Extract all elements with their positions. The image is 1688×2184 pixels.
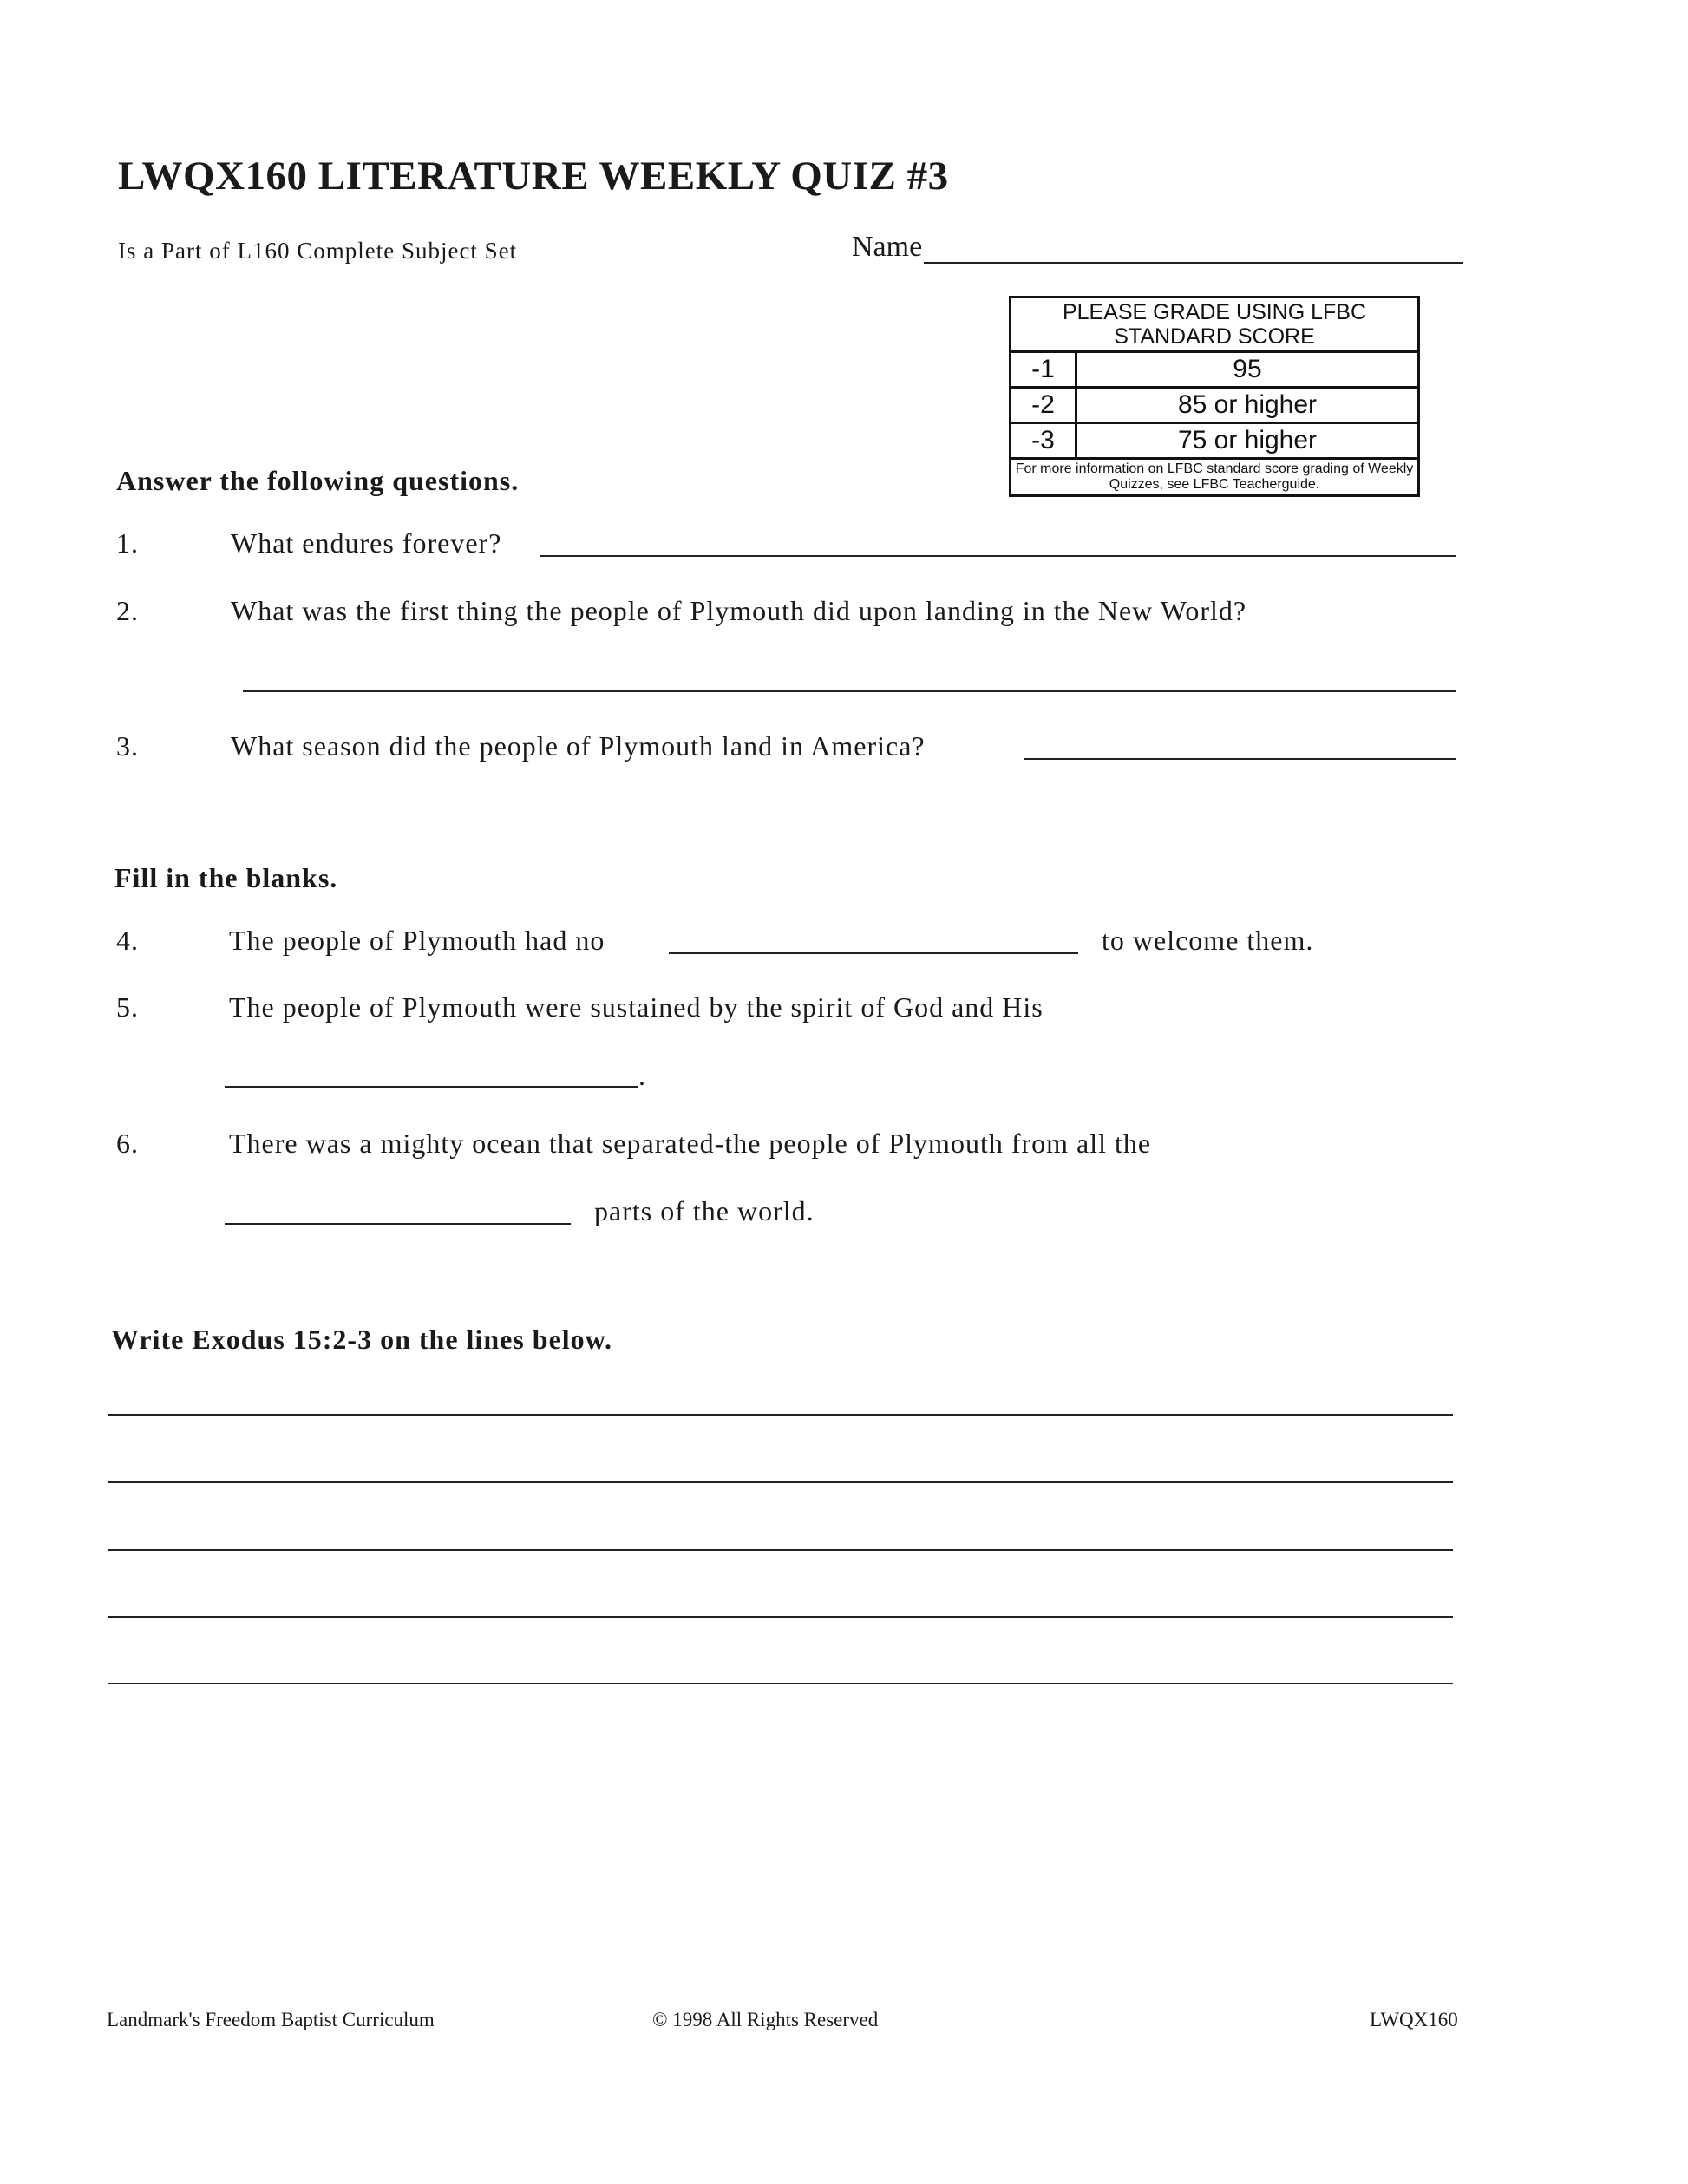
name-label: Name — [852, 231, 923, 263]
grading-row — [1011, 423, 1419, 459]
name-field[interactable] — [852, 231, 1463, 264]
grading-row — [1011, 352, 1419, 388]
writing-line[interactable] — [108, 1549, 1453, 1551]
question-number: 1. — [116, 527, 139, 559]
writing-line[interactable] — [108, 1616, 1453, 1618]
page-title: LWQX160 LITERATURE WEEKLY QUIZ #3 — [118, 154, 949, 199]
answer-line-1[interactable] — [540, 555, 1456, 557]
answer-line-3[interactable] — [1024, 758, 1456, 760]
question-number: 2. — [116, 595, 139, 626]
question-number: 6. — [116, 1128, 139, 1159]
footer-code: LWQX160 — [1370, 2009, 1458, 2030]
grading-note: For more information on LFBC standard score grading of Weekly Quizzes, see LFBC Teacherguide. — [1011, 459, 1419, 496]
score-cell: 75 or higher — [1076, 423, 1418, 459]
footer-publisher: Landmark's Freedom Baptist Curriculum — [107, 2009, 435, 2030]
subtitle: Is a Part of L160 Complete Subject Set — [118, 238, 518, 264]
blank-line-4[interactable] — [669, 952, 1078, 954]
question-number: 4. — [116, 925, 139, 956]
missed-cell: -2 — [1011, 388, 1076, 423]
score-cell: 95 — [1076, 352, 1418, 388]
name-input-line[interactable] — [924, 232, 1463, 264]
section-heading-fill: Fill in the blanks. — [114, 862, 338, 893]
question-text-after: parts of the world. — [594, 1195, 815, 1226]
question-text: What season did the people of Plymouth land in America? — [231, 730, 926, 762]
footer-copyright: © 1998 All Rights Reserved — [652, 2009, 879, 2030]
question-text-after: to welcome them. — [1102, 925, 1314, 956]
question-text: What was the first thing the people of Plymouth did upon landing in the New World? — [231, 595, 1247, 626]
grading-row — [1011, 388, 1419, 423]
section-heading-exodus: Write Exodus 15:2-3 on the lines below. — [111, 1324, 612, 1355]
grading-box — [1009, 296, 1420, 497]
blank-line-5[interactable] — [225, 1086, 638, 1088]
blank-line-6[interactable] — [225, 1223, 571, 1225]
answer-line-2[interactable] — [243, 690, 1456, 692]
question-text: The people of Plymouth had no — [229, 925, 605, 956]
writing-line[interactable] — [108, 1414, 1453, 1416]
writing-line[interactable] — [108, 1683, 1453, 1684]
question-text: The people of Plymouth were sustained by the spirit of God and His — [229, 991, 1044, 1023]
missed-cell: -1 — [1011, 352, 1076, 388]
question-text: There was a mighty ocean that separated-the people of Plymouth from all the — [229, 1128, 1152, 1159]
section-heading-answer: Answer the following questions. — [116, 465, 520, 496]
score-cell: 85 or higher — [1076, 388, 1418, 423]
question-text: What endures forever? — [231, 527, 502, 559]
question-number: 3. — [116, 730, 139, 762]
writing-line[interactable] — [108, 1481, 1453, 1483]
missed-cell: -3 — [1011, 423, 1076, 459]
question-text-after: . — [638, 1060, 646, 1091]
question-number: 5. — [116, 991, 139, 1023]
grading-heading: PLEASE GRADE USING LFBC STANDARD SCORE — [1011, 298, 1419, 352]
